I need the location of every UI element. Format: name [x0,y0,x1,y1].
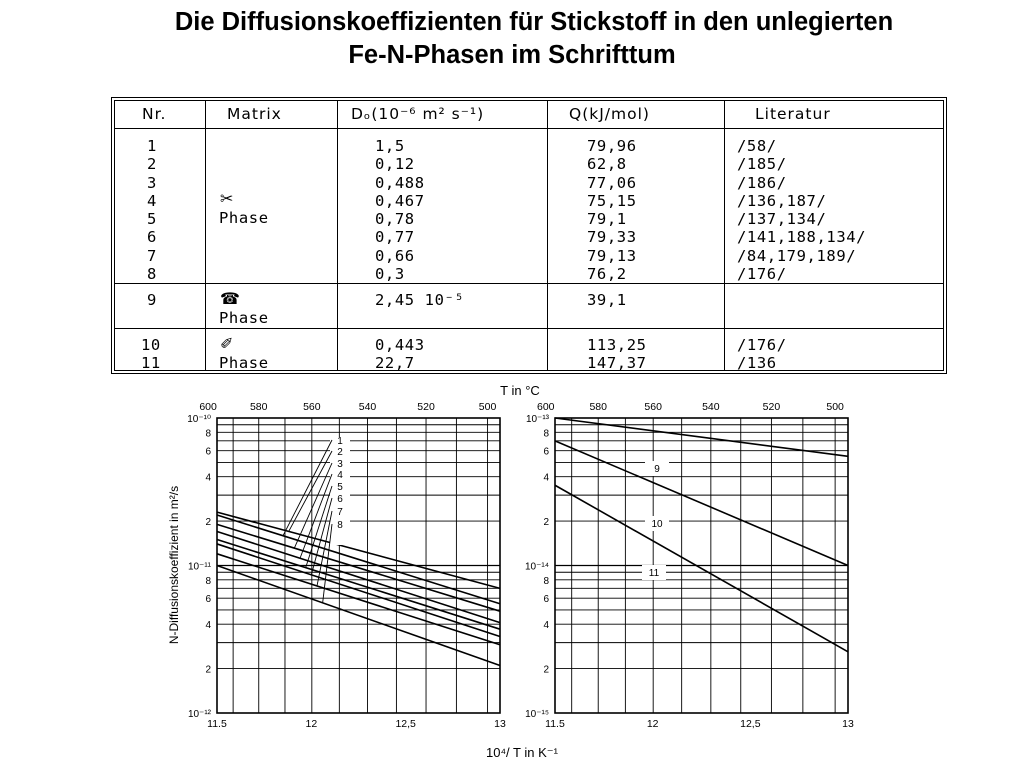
left-x-tick-label: 13 [494,718,506,730]
left-y-tick-label: 6 [205,594,211,606]
group1-d0: 1,5 0,12 0,488 0,467 0,78 0,77 0,66 0,3 [375,137,425,284]
left-y-tick-label: 4 [205,620,211,632]
right-y-tick-label: 2 [543,517,549,529]
left-x-tick-label: 12,5 [395,718,416,730]
left-y-tick-label: 10⁻¹² [187,709,211,720]
right-top-tick-label: 600 [537,401,555,413]
scissors-icon: ✂ [220,189,234,208]
pencil-icon: ✐ [220,334,234,353]
right-series-line-10 [555,441,848,566]
left-y-tick-label: 10⁻¹⁰ [187,414,211,425]
header-matrix: Matrix [227,105,282,123]
header-d0: Dₒ(10⁻⁶ m² s⁻¹) [351,105,485,123]
left-x-tick-label: 12 [305,718,318,730]
left-y-tick-label: 2 [205,517,211,529]
left-top-tick-label: 520 [417,401,435,413]
group1-nr: 1 2 3 4 5 6 7 8 [147,137,157,284]
right-y-tick-label: 4 [543,620,549,632]
x-axis-title: 10⁴/ T in K⁻¹ [486,745,558,760]
group3-q: 113,25 147,37 [587,336,647,373]
right-series-label-10: 10 [651,519,663,530]
group1-literatur: /58/ /185/ /186/ /136,187/ /137,134/ /141,188,134/ /84,179,189/ /176/ [737,137,867,284]
left-series-label-5: 5 [337,482,343,493]
group3-literatur: /176/ /136 [737,336,787,373]
right-series-label-11: 11 [648,568,660,579]
left-y-tick-label: 2 [205,664,211,676]
left-series-label-2: 2 [337,447,343,458]
title-line-1: Die Diffusionskoeffizienten für Stickstoff in den unlegierten [174,8,894,36]
right-top-tick-label: 580 [589,401,607,413]
telephone-icon: ☎ [220,289,240,308]
group2-q: 39,1 [587,291,627,309]
right-y-tick-label: 2 [543,664,549,676]
group3-nr: 10 11 [141,336,161,373]
group1-q: 79,96 62,8 77,06 75,15 79,1 79,33 79,13 76,2 [587,137,637,284]
right-y-tick-label: 10⁻¹⁴ [524,561,549,573]
left-top-tick-label: 580 [249,401,268,413]
group3-d0: 0,443 22,7 [375,336,425,373]
y-axis-title: N-Diffusionskoeffizient in m²/s [167,485,181,645]
right-y-tick-label: 8 [543,575,549,587]
left-top-tick-label: 540 [358,401,377,413]
left-top-tick-label: 600 [199,401,217,413]
right-y-tick-label: 10⁻¹⁵ [525,709,549,720]
left-y-tick-label: 10⁻¹¹ [187,561,211,573]
left-top-tick-label: 560 [303,401,321,413]
group3-phase-label: Phase [219,354,269,372]
right-x-tick-label: 12 [646,718,659,730]
right-top-tick-label: 540 [702,401,720,413]
left-label-leader-3 [294,463,332,548]
title-line-2: Fe-N-Phasen im Schrifttum [348,41,676,69]
left-series-label-7: 7 [337,507,343,518]
left-series-label-4: 4 [337,470,343,481]
left-series-label-6: 6 [337,494,343,505]
left-y-tick-label: 8 [205,575,211,587]
right-y-tick-label: 4 [543,472,549,484]
header-q: Q(kJ/mol) [569,105,650,123]
right-x-tick-label: 12,5 [740,718,761,730]
right-y-tick-label: 6 [543,594,549,606]
left-series-label-8: 8 [337,520,343,531]
right-x-tick-label: 11.5 [545,718,565,730]
left-y-tick-label: 8 [205,428,211,440]
right-y-tick-label: 8 [543,428,549,440]
left-top-tick-label: 500 [478,401,497,413]
group2-nr: 9 [147,291,157,309]
right-x-tick-label: 13 [842,718,854,730]
right-y-tick-label: 10⁻¹³ [525,414,549,425]
left-series-label-1: 1 [337,436,343,447]
right-top-tick-label: 560 [644,401,662,413]
group2-phase-label: Phase [219,309,269,327]
left-x-tick-label: 11.5 [207,718,227,730]
left-series-label-3: 3 [337,459,343,470]
right-series-line-11 [555,485,848,652]
group1-phase-label: Phase [219,209,269,227]
right-y-tick-label: 6 [543,446,549,458]
right-series-label-9: 9 [654,464,660,475]
group2-d0: 2,45 10⁻⁵ [375,291,465,309]
header-nr: Nr. [142,105,167,123]
left-y-tick-label: 4 [205,472,211,484]
header-literatur: Literatur [755,105,831,123]
left-y-tick-label: 6 [205,446,211,458]
right-top-tick-label: 500 [826,401,844,413]
top-axis-title: T in °C [500,383,540,398]
right-top-tick-label: 520 [762,401,781,413]
